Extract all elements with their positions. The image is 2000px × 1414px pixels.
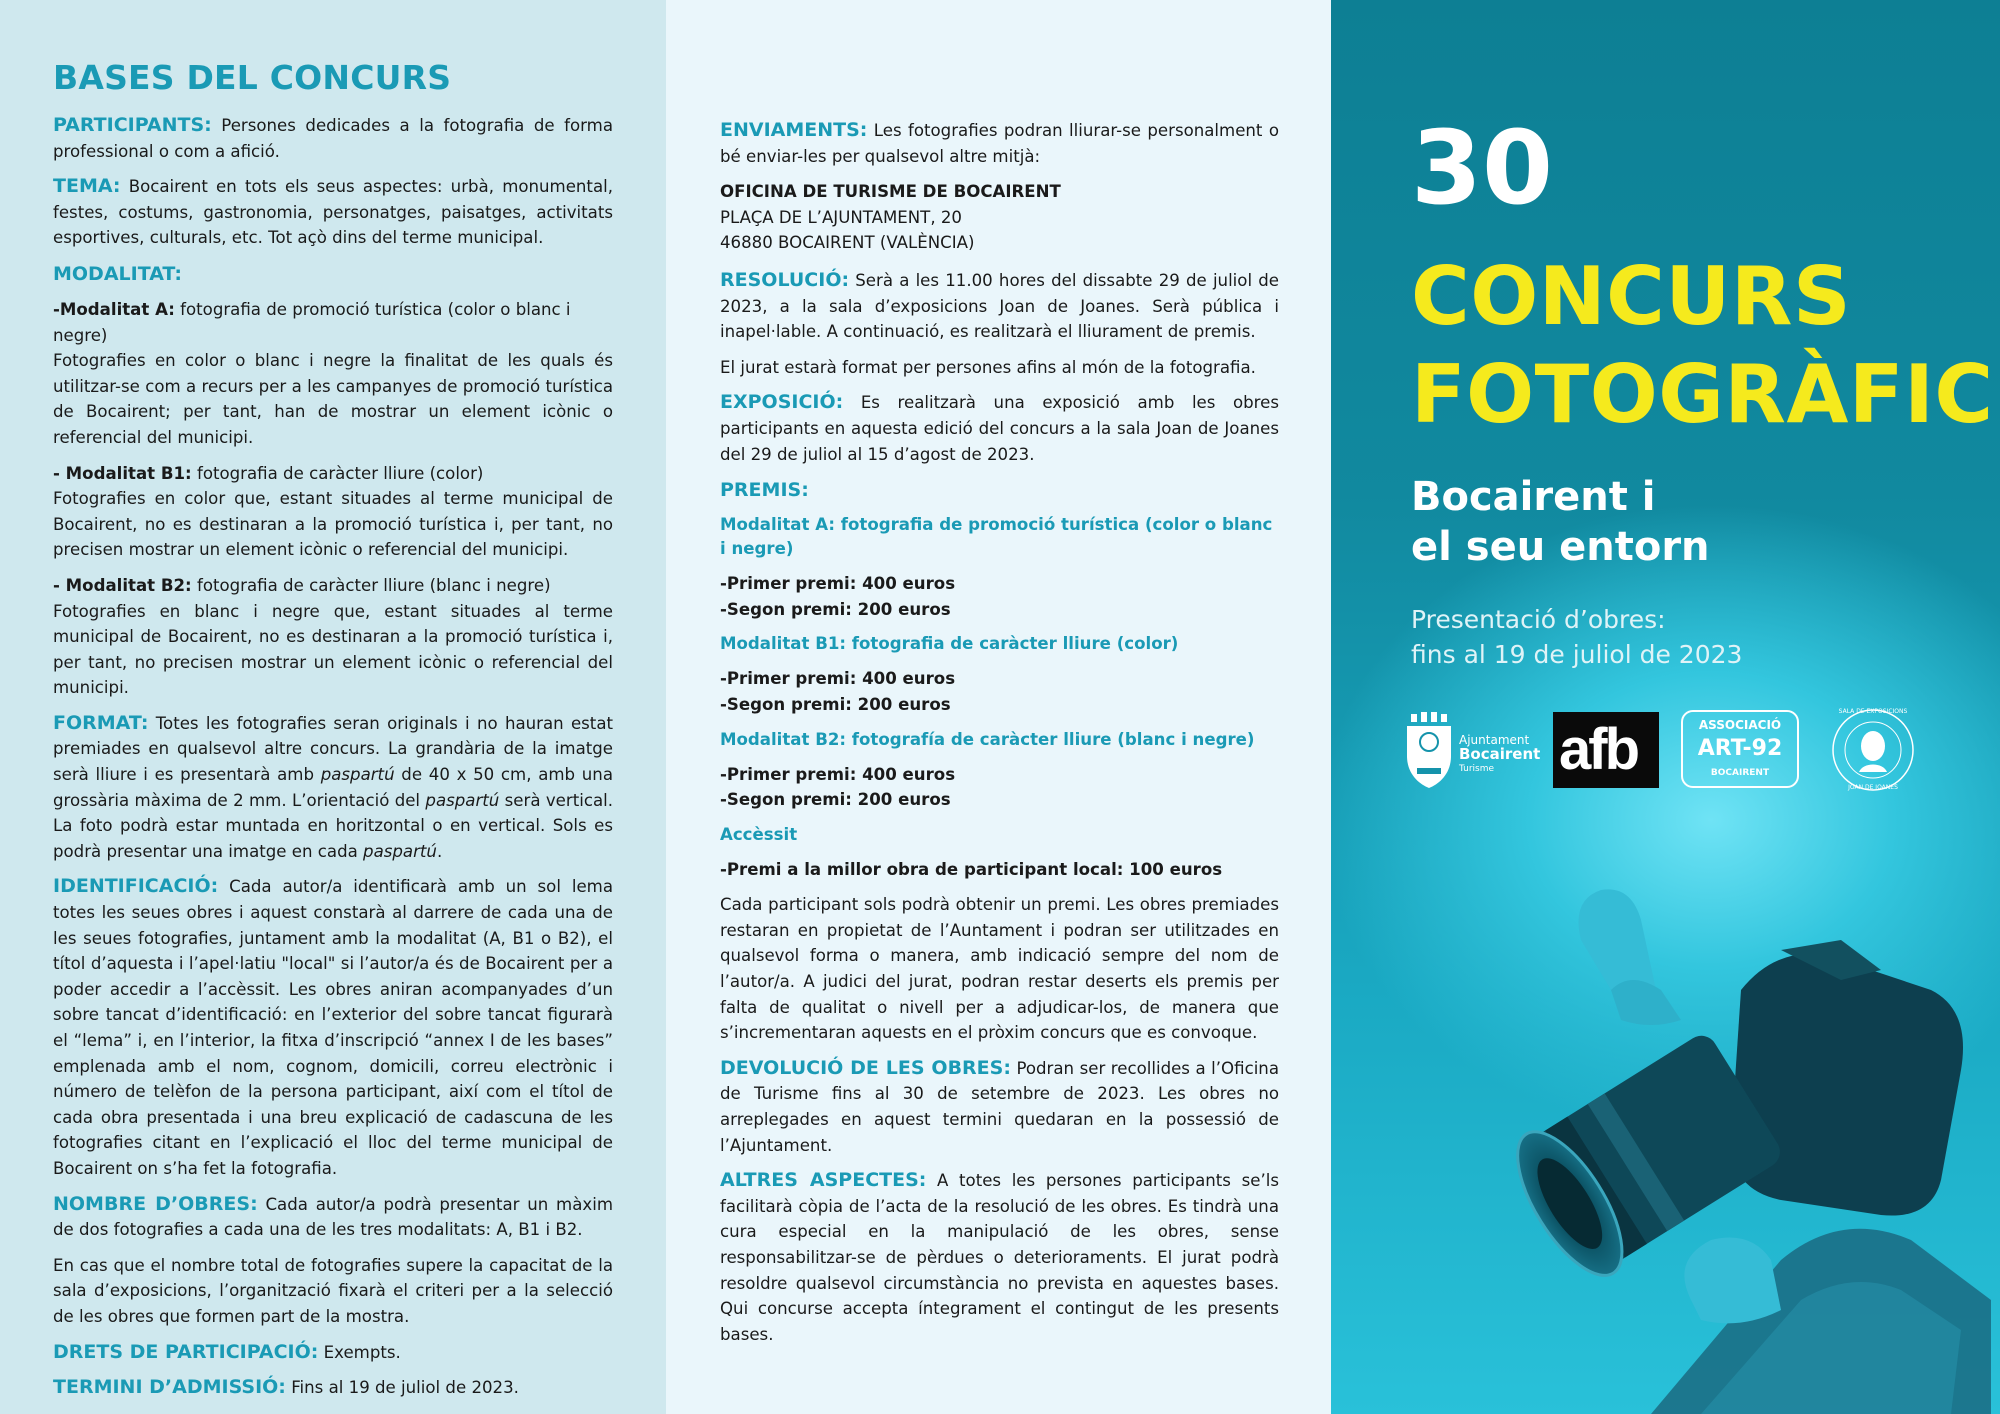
premi-a-first: -Primer premi: 400 euros bbox=[720, 574, 956, 594]
cover-title: CONCURS FOTOGRÀFIC bbox=[1411, 250, 1994, 441]
modalitat-b2: - Modalitat B2: fotografia de caràcter lliure (blanc i negre) Fotografies en blanc i negre que, estant situades al terme municipal de Bocairent, no es destinaran a la promoció turística i, per tant, no precisen mostrar un element icònic o referencial del municipi. bbox=[53, 575, 613, 698]
premi-a-title: Modalitat A: fotografia de promoció turística (color o blanc i negre) bbox=[720, 515, 1273, 559]
devolucio-section: DEVOLUCIÓ DE LES OBRES: Podran ser recollides a l’Oficina de Turisme fins al 30 de setembre de 2023. Les obres no arreplegades en aquest termini quedaran en la possessió de l’Ajuntament. bbox=[720, 1056, 1279, 1155]
premi-b2-second: -Segon premi: 200 euros bbox=[720, 790, 951, 810]
address-line-1: OFICINA DE TURISME DE BOCAIRENT bbox=[720, 182, 1061, 202]
premi-b2-list bbox=[720, 762, 1279, 813]
premi-a-list bbox=[720, 571, 1279, 622]
accessit-title: Accèssit bbox=[720, 824, 798, 844]
modalitat-a: -Modalitat A: fotografia de promoció turística (color o blanc i negre) Fotografies en color o blanc i negre la finalitat de les quals és utilitzar-se com a recurs per a les campanyes de promoció turística de Bocairent; per tant, han de mostrar un element icònic o referencial del municipi. bbox=[53, 299, 613, 447]
premi-b1-first: -Primer premi: 400 euros bbox=[720, 669, 956, 689]
sala-joan-de-joanes-logo: SALA DE EXPOSICIONS JOAN DE JOANES bbox=[1831, 708, 1915, 792]
altres-section: ALTRES ASPECTES: A totes les persones participants se’ls facilitarà còpia de l’acta de la resolució de les obres. Es tindrà una cura especial en la manipulació de les obres, sense responsabilitzar-se de pèrdues o deterioraments. El jurat podrà resoldre qualsevol circumstància no prevista en aquestes bases. Qui concurse accepta íntegrament el contingut de les presents bases. bbox=[720, 1169, 1279, 1344]
cover-subtitle: Bocairent i el seu entorn bbox=[1411, 474, 1710, 570]
afb-logo: afb bbox=[1553, 712, 1659, 788]
coat-of-arms-icon bbox=[1403, 712, 1455, 790]
premi-a-second: -Segon premi: 200 euros bbox=[720, 599, 951, 619]
premi-b2-first: -Primer premi: 400 euros bbox=[720, 764, 956, 784]
address-block bbox=[720, 179, 1279, 256]
art92-logo: ASSOCIACIÓ ART-92 BOCAIRENT bbox=[1681, 710, 1799, 788]
ajuntament-logo: Ajuntament Bocairent Turisme bbox=[1403, 712, 1533, 790]
address-line-3: 46880 BOCAIRENT (VALÈNCIA) bbox=[720, 233, 975, 253]
tema-section: TEMA: Bocairent en tots els seus aspectes: urbà, monumental, festes, costums, gastronomia, personatges, paisatges, activitats esportives, culturals, etc. Tot açò dins del terme municipal. bbox=[53, 175, 613, 248]
resolucio-section: RESOLUCIÓ: Serà a les 11.00 hores del dissabte 29 de juliol de 2023, a la sala d’exposicions Joan de Joanes. Serà pública i inapel·lable. A continuació, es realitzarà el lliurament de premis. bbox=[720, 268, 1279, 342]
address-line-2: PLAÇA DE L’AJUNTAMENT, 20 bbox=[720, 207, 962, 227]
modalitat-heading: MODALITAT: bbox=[53, 262, 182, 285]
submission-deadline: Presentació d’obres: fins al 19 de juliol de 2023 bbox=[1411, 605, 1743, 669]
cover-panel bbox=[1331, 0, 2000, 1414]
accessit-list bbox=[720, 857, 1279, 883]
capacitat-paragraph: En cas que el nombre total de fotografies supere la capacitat de la sala d’exposicions, l’organització fixarà el criteri per a la selecció de les obres que formen part de la mostra. bbox=[53, 1255, 613, 1326]
modalitat-b1: - Modalitat B1: fotografia de caràcter lliure (color) Fotografies en color que, estant situades al terme municipal de Bocairent, no es destinaran a la promoció turística i, per tant, no precisen mostrar un element icònic o referencial del municipi. bbox=[53, 463, 613, 560]
premi-b1-second: -Segon premi: 200 euros bbox=[720, 694, 951, 714]
termini-section: TERMINI D’ADMISSIÓ: Fins al 19 de juliol de 2023. bbox=[53, 1376, 519, 1399]
page-title: BASES DEL CONCURS bbox=[53, 58, 452, 97]
enviaments-section: ENVIAMENTS: Les fotografies podran lliurar-se personalment o bé enviar-les per qualsevol altre mitjà: bbox=[720, 119, 1279, 166]
identificacio-section: IDENTIFICACIÓ: Cada autor/a identificarà amb un sol lema totes les seues obres i aquest constarà al darrere de cada una de les seues fotografies, juntament amb la modalitat (A, B1 o B2), el títol d’aquesta i l’apel·latiu "local" si l’autor/a és de Bocairent per a poder accedir a l’accèssit. Les obres aniran acompanyades d’un sobre tancat d’identificació: en l’exterior del sobre tancat figurarà el “lema” i, en l’interior, la fitxa d’inscripció “annex I de les bases” emplenada amb el nom, cognom, domicili, correu electrònic i número de telèfon de la persona participant, així com el títol de cada obra presentada i una breu explicació de cadascuna de les fotografies citant en l’explicació el lloc del terme municipal de Bocairent on s’ha fet la fotografia. bbox=[53, 875, 613, 1178]
edition-number: 30 bbox=[1411, 109, 1553, 228]
rules-panel-middle bbox=[666, 0, 1331, 1414]
premi-b1-list bbox=[720, 666, 1279, 717]
portrait-seal-icon bbox=[1831, 708, 1915, 792]
drets-section: DRETS DE PARTICIPACIÓ: Exempts. bbox=[53, 1340, 401, 1363]
premis-heading: PREMIS: bbox=[720, 479, 809, 502]
exposicio-section: EXPOSICIÓ: Es realitzarà una exposició amb les obres participants en aquesta edició del concurs a la sala Joan de Joanes del 29 de juliol al 15 d’agost de 2023. bbox=[720, 391, 1279, 464]
sponsor-logos bbox=[1403, 708, 1943, 792]
nombre-obres-section: NOMBRE D’OBRES: Cada autor/a podrà presentar un màxim de dos fotografies a cada una de les tres modalitats: A, B1 i B2. bbox=[53, 1192, 613, 1240]
jurat-paragraph: El jurat estarà format per persones afins al món de la fotografia. bbox=[720, 357, 1256, 377]
cada-participant-paragraph: Cada participant sols podrà obtenir un premi. Les obres premiades restaran en propietat de l’Auntament i podran ser utilitzades en qualsevol forma o manera, amb indicació sempre del nom de l’autor/a. A judici del jurat, podran restar deserts els premis per falta de qualitat o nivell per a adjudicar-los, de manera que s’incrementaran aquests en el pròxim concurs que es convoque. bbox=[720, 895, 1279, 1043]
format-section: FORMAT: Totes les fotografies seran originals i no hauran estat premiades en qualsevol altre concurs. La grandària de la imatge serà lliure i es presentarà amb paspartú de 40 x 50 cm, amb una grossària màxima de 2 mm. L’orientació del paspartú serà vertical. La foto podrà estar muntada en horitzontal o en vertical. Sols es podrà presentar una imatge en cada paspartú. bbox=[53, 711, 614, 861]
participants-section: PARTICIPANTS: Persones dedicades a la fotografia de forma professional o com a afició. bbox=[53, 114, 613, 161]
premi-b1-title: Modalitat B1: fotografia de caràcter lliure (color) bbox=[720, 634, 1179, 654]
premi-b2-title: Modalitat B2: fotografía de caràcter lliure (blanc i negre) bbox=[720, 729, 1255, 749]
accessit-prize: -Premi a la millor obra de participant local: 100 euros bbox=[720, 859, 1223, 879]
rules-panel-left bbox=[0, 0, 666, 1414]
camera-photo bbox=[1481, 880, 1991, 1414]
